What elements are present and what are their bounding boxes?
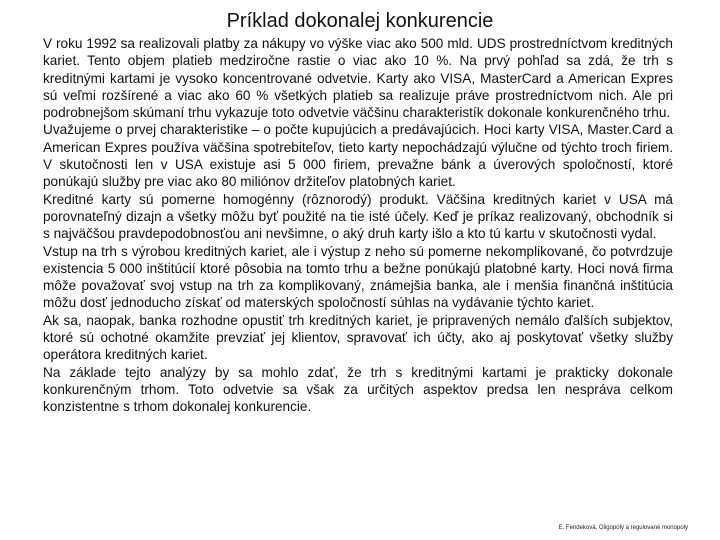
slide-title: Príklad dokonalej konkurencie (226, 10, 494, 32)
paragraph-market-entry: Vstup na trh s výrobou kreditných kariet, ale i výstup z neho sú pomerne nekomplikované, čo potvrdzuje existencia 5 000 inštitúcií ktoré pôsobia na tomto trhu a bežne ponúkajú platobné karty. Hoci nová firma môže považovať svoj vstup na trh za komplikovaný, známejšia banka, ale i menšia finančná inštitúcia môžu dosť jednoducho získať od materských spoločností súhlas na vydávanie týchto kariet. (43, 243, 673, 311)
slide-body (43, 35, 673, 416)
paragraph-market-exit: Ak sa, naopak, banka rozhodne opustiť trh kreditných kariet, je pripravených nemálo ďalších subjektov, ktoré sú ochotné okamžite prevziať jej klientov, spravovať ich účty, ako aj poskytovať všetky služby operátora kreditných kariet. (43, 312, 673, 363)
source-footnote: E. Fendeková, Oligopoly a regulované monopoly (558, 525, 688, 531)
paragraph-homogeneous-product: Kreditné karty sú pomerne homogénny (rôznorodý) produkt. Väčšina kreditných kariet v USA má porovnateľný dizajn a všetky môžu byť použité na tie isté účely. Keď je príkaz realizovaný, obchodník si s najväčšou pravdepodobnosťou ani nevšimne, o aký druh karty išlo a kto tú kartu v skutočnosti vydal. (43, 191, 673, 242)
paragraph-conclusion: Na základe tejto analýzy by sa mohlo zdať, že trh s kreditnými kartami je prakticky dokonale konkurenčným trhom. Toto odvetvie sa však za určitých aspektov predsa len nespráva celkom konzistentne s trhom dokonalej konkurencie. (43, 364, 673, 415)
paragraph-buyers-sellers: Uvažujeme o prvej charakteristike – o počte kupujúcich a predávajúcich. Hoci karty VISA, Master.Card a American Expres používa väčšina spotrebiteľov, tieto karty nepochádzajú výlučne od týchto troch firiem. V skutočnosti len v USA existuje asi 5 000 firiem, prevažne bánk a úverových spoločností, ktoré ponúkajú služby pre viac ako 80 miliónov držiteľov platobných kariet. (43, 122, 673, 190)
paragraph-intro: V roku 1992 sa realizovali platby za nákupy vo výške viac ako 500 mld. UDS prostredníctvom kreditných kariet. Tento objem platieb medziročne rastie o viac ako 10 %. Na prvý pohľad sa zdá, že trh s kreditnými kartami je vysoko koncentrované odvetvie. Karty ako VISA, MasterCard a American Expres sú veľmi rozšírené a viac ako 60 % všetkých platieb sa realizuje práve prostredníctvom nich. Ale pri podrobnejšom skúmaní trhu vykazuje toto odvetvie väčšinu charakteristík dokonale konkurenčného trhu. (43, 36, 673, 121)
